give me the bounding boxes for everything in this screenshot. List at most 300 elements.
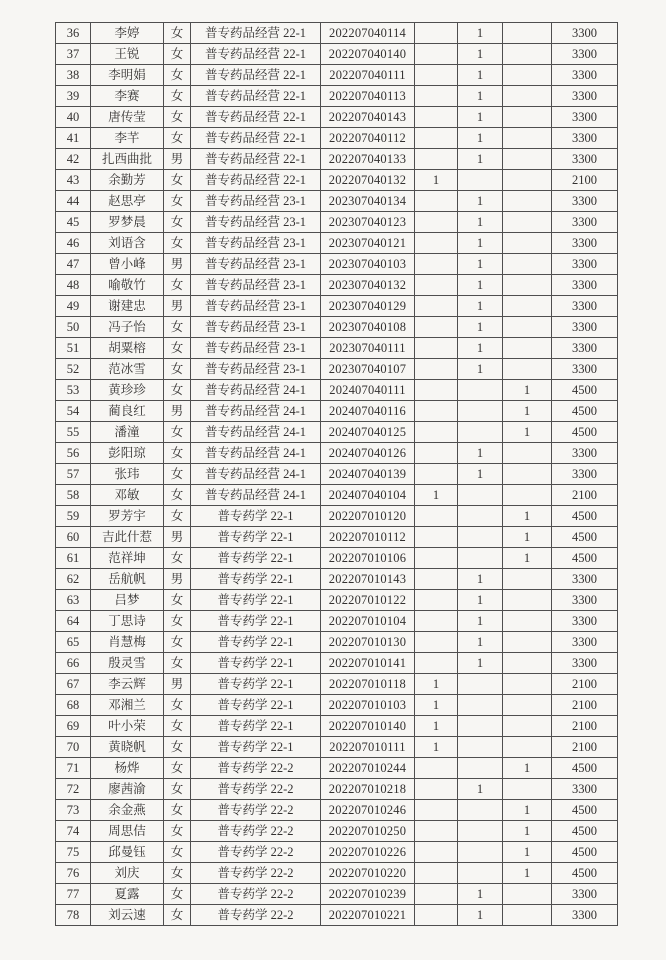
cell-student-id: 202307040132: [321, 275, 415, 296]
cell-grant-2100: [415, 506, 458, 527]
cell-row-number: 75: [56, 842, 91, 863]
table-row: [56, 737, 618, 758]
table-row: [56, 380, 618, 401]
cell-class-name: 普专药学 22-1: [191, 506, 321, 527]
cell-grant-3300: 1: [458, 779, 503, 800]
cell-grant-4500: 1: [503, 800, 552, 821]
cell-grant-3300: [458, 506, 503, 527]
cell-grant-4500: [503, 716, 552, 737]
cell-gender: 女: [164, 359, 191, 380]
cell-grant-2100: [415, 65, 458, 86]
cell-student-id: 202207010111: [321, 737, 415, 758]
cell-student-name: 余勤芳: [91, 170, 164, 191]
cell-student-id: 202207010141: [321, 653, 415, 674]
cell-class-name: 普专药学 22-1: [191, 632, 321, 653]
cell-student-id: 202207010239: [321, 884, 415, 905]
cell-class-name: 普专药学 22-2: [191, 800, 321, 821]
cell-amount: 3300: [552, 338, 618, 359]
cell-student-name: 张玮: [91, 464, 164, 485]
cell-student-id: 202207010104: [321, 611, 415, 632]
cell-gender: 女: [164, 464, 191, 485]
cell-grant-2100: [415, 611, 458, 632]
cell-class-name: 普专药学 22-1: [191, 590, 321, 611]
cell-student-id: 202407040125: [321, 422, 415, 443]
cell-student-name: 刘云速: [91, 905, 164, 926]
table-row: [56, 905, 618, 926]
cell-gender: 女: [164, 653, 191, 674]
table-row: [56, 275, 618, 296]
cell-grant-3300: 1: [458, 296, 503, 317]
table-row: [56, 212, 618, 233]
cell-grant-3300: 1: [458, 86, 503, 107]
cell-amount: 3300: [552, 632, 618, 653]
table-row: [56, 527, 618, 548]
cell-grant-3300: [458, 485, 503, 506]
cell-grant-2100: [415, 401, 458, 422]
cell-grant-3300: 1: [458, 149, 503, 170]
cell-grant-4500: [503, 233, 552, 254]
cell-row-number: 39: [56, 86, 91, 107]
cell-row-number: 48: [56, 275, 91, 296]
cell-class-name: 普专药品经营 23-1: [191, 338, 321, 359]
cell-amount: 2100: [552, 170, 618, 191]
cell-student-name: 扎西曲批: [91, 149, 164, 170]
cell-student-name: 邓湘兰: [91, 695, 164, 716]
cell-gender: 女: [164, 65, 191, 86]
cell-gender: 女: [164, 170, 191, 191]
cell-amount: 4500: [552, 842, 618, 863]
cell-amount: 4500: [552, 506, 618, 527]
cell-grant-4500: [503, 443, 552, 464]
cell-gender: 女: [164, 191, 191, 212]
cell-class-name: 普专药品经营 24-1: [191, 485, 321, 506]
cell-amount: 3300: [552, 464, 618, 485]
cell-grant-2100: 1: [415, 485, 458, 506]
cell-class-name: 普专药品经营 23-1: [191, 191, 321, 212]
cell-student-name: 廖茜渝: [91, 779, 164, 800]
cell-grant-2100: [415, 800, 458, 821]
cell-amount: 4500: [552, 800, 618, 821]
cell-student-id: 202207040140: [321, 44, 415, 65]
cell-gender: 男: [164, 296, 191, 317]
cell-grant-4500: [503, 317, 552, 338]
cell-student-name: 冯子怡: [91, 317, 164, 338]
cell-grant-3300: 1: [458, 23, 503, 44]
cell-grant-4500: [503, 569, 552, 590]
cell-gender: 女: [164, 716, 191, 737]
cell-amount: 4500: [552, 527, 618, 548]
cell-gender: 女: [164, 821, 191, 842]
cell-student-id: 202407040111: [321, 380, 415, 401]
cell-amount: 3300: [552, 296, 618, 317]
cell-grant-4500: 1: [503, 401, 552, 422]
cell-amount: 3300: [552, 590, 618, 611]
cell-grant-3300: [458, 842, 503, 863]
cell-gender: 女: [164, 44, 191, 65]
cell-student-name: 赵思亭: [91, 191, 164, 212]
cell-gender: 女: [164, 128, 191, 149]
cell-row-number: 47: [56, 254, 91, 275]
table-row: [56, 191, 618, 212]
cell-student-id: 202207010112: [321, 527, 415, 548]
cell-student-name: 岳航帆: [91, 569, 164, 590]
cell-student-name: 曾小峰: [91, 254, 164, 275]
cell-class-name: 普专药品经营 23-1: [191, 233, 321, 254]
cell-grant-2100: [415, 359, 458, 380]
cell-gender: 女: [164, 632, 191, 653]
cell-amount: 3300: [552, 653, 618, 674]
table-row: [56, 548, 618, 569]
cell-student-name: 周思佶: [91, 821, 164, 842]
cell-grant-4500: [503, 590, 552, 611]
cell-grant-2100: 1: [415, 674, 458, 695]
cell-student-name: 彭阳琼: [91, 443, 164, 464]
cell-grant-4500: [503, 674, 552, 695]
cell-grant-4500: [503, 275, 552, 296]
cell-student-id: 202307040123: [321, 212, 415, 233]
cell-student-id: 202207010246: [321, 800, 415, 821]
cell-gender: 女: [164, 863, 191, 884]
cell-amount: 4500: [552, 863, 618, 884]
cell-student-id: 202207010122: [321, 590, 415, 611]
cell-grant-4500: 1: [503, 758, 552, 779]
cell-amount: 3300: [552, 233, 618, 254]
cell-class-name: 普专药品经营 22-1: [191, 44, 321, 65]
cell-row-number: 37: [56, 44, 91, 65]
cell-grant-2100: [415, 821, 458, 842]
cell-row-number: 57: [56, 464, 91, 485]
cell-student-id: 202207010244: [321, 758, 415, 779]
cell-row-number: 67: [56, 674, 91, 695]
table-row: [56, 464, 618, 485]
cell-row-number: 36: [56, 23, 91, 44]
cell-amount: 3300: [552, 611, 618, 632]
cell-student-id: 202207010106: [321, 548, 415, 569]
cell-class-name: 普专药品经营 23-1: [191, 275, 321, 296]
cell-student-name: 李云辉: [91, 674, 164, 695]
cell-student-name: 黄珍珍: [91, 380, 164, 401]
cell-row-number: 64: [56, 611, 91, 632]
cell-gender: 男: [164, 254, 191, 275]
cell-grant-2100: [415, 863, 458, 884]
cell-grant-2100: [415, 149, 458, 170]
cell-grant-4500: 1: [503, 422, 552, 443]
cell-grant-3300: [458, 716, 503, 737]
cell-row-number: 51: [56, 338, 91, 359]
cell-grant-4500: 1: [503, 821, 552, 842]
cell-class-name: 普专药学 22-1: [191, 653, 321, 674]
cell-grant-3300: 1: [458, 905, 503, 926]
table-row: [56, 695, 618, 716]
table-row: [56, 863, 618, 884]
cell-student-name: 王锐: [91, 44, 164, 65]
cell-student-name: 李赛: [91, 86, 164, 107]
cell-class-name: 普专药品经营 23-1: [191, 212, 321, 233]
cell-row-number: 42: [56, 149, 91, 170]
cell-amount: 2100: [552, 485, 618, 506]
cell-grant-3300: 1: [458, 464, 503, 485]
cell-grant-4500: 1: [503, 506, 552, 527]
cell-grant-2100: [415, 548, 458, 569]
cell-class-name: 普专药学 22-2: [191, 884, 321, 905]
cell-class-name: 普专药品经营 23-1: [191, 317, 321, 338]
cell-grant-2100: [415, 23, 458, 44]
cell-grant-4500: [503, 128, 552, 149]
cell-gender: 男: [164, 149, 191, 170]
cell-grant-4500: [503, 254, 552, 275]
cell-class-name: 普专药品经营 22-1: [191, 65, 321, 86]
table-row: [56, 506, 618, 527]
cell-gender: 男: [164, 527, 191, 548]
cell-grant-3300: 1: [458, 233, 503, 254]
cell-student-id: 202207010143: [321, 569, 415, 590]
cell-class-name: 普专药学 22-1: [191, 569, 321, 590]
cell-grant-4500: [503, 191, 552, 212]
cell-student-id: 202307040129: [321, 296, 415, 317]
cell-student-name: 刘庆: [91, 863, 164, 884]
table-row: [56, 401, 618, 422]
cell-class-name: 普专药学 22-2: [191, 905, 321, 926]
cell-amount: 2100: [552, 716, 618, 737]
table-row: [56, 632, 618, 653]
cell-grant-4500: [503, 884, 552, 905]
cell-amount: 2100: [552, 674, 618, 695]
cell-student-id: 202207040113: [321, 86, 415, 107]
cell-grant-3300: 1: [458, 254, 503, 275]
cell-grant-3300: [458, 170, 503, 191]
cell-grant-2100: [415, 86, 458, 107]
table-row: [56, 107, 618, 128]
cell-grant-2100: [415, 212, 458, 233]
cell-student-name: 肖慧梅: [91, 632, 164, 653]
cell-gender: 女: [164, 695, 191, 716]
cell-grant-3300: [458, 695, 503, 716]
cell-gender: 女: [164, 317, 191, 338]
cell-amount: 3300: [552, 905, 618, 926]
cell-gender: 女: [164, 422, 191, 443]
cell-gender: 女: [164, 338, 191, 359]
cell-grant-3300: 1: [458, 359, 503, 380]
cell-row-number: 76: [56, 863, 91, 884]
cell-class-name: 普专药品经营 22-1: [191, 23, 321, 44]
cell-grant-3300: 1: [458, 653, 503, 674]
cell-student-id: 202207040132: [321, 170, 415, 191]
cell-amount: 3300: [552, 569, 618, 590]
cell-grant-2100: [415, 527, 458, 548]
cell-student-name: 谢建忠: [91, 296, 164, 317]
cell-grant-3300: [458, 674, 503, 695]
table-row: [56, 422, 618, 443]
table-row: [56, 485, 618, 506]
cell-row-number: 61: [56, 548, 91, 569]
cell-class-name: 普专药学 22-1: [191, 548, 321, 569]
table-row: [56, 44, 618, 65]
cell-grant-3300: 1: [458, 338, 503, 359]
cell-amount: 3300: [552, 443, 618, 464]
cell-grant-2100: [415, 44, 458, 65]
cell-gender: 女: [164, 107, 191, 128]
cell-student-id: 202207010130: [321, 632, 415, 653]
cell-amount: 3300: [552, 191, 618, 212]
cell-student-name: 范冰雪: [91, 359, 164, 380]
cell-grant-3300: [458, 758, 503, 779]
cell-student-id: 202307040121: [321, 233, 415, 254]
cell-class-name: 普专药品经营 22-1: [191, 107, 321, 128]
table-row: [56, 611, 618, 632]
cell-amount: 4500: [552, 758, 618, 779]
table-row: [56, 779, 618, 800]
cell-amount: 4500: [552, 548, 618, 569]
cell-class-name: 普专药学 22-2: [191, 821, 321, 842]
cell-student-id: 202407040116: [321, 401, 415, 422]
table-row: [56, 716, 618, 737]
cell-grant-4500: [503, 737, 552, 758]
table-row: [56, 674, 618, 695]
cell-grant-3300: [458, 737, 503, 758]
cell-grant-3300: 1: [458, 632, 503, 653]
cell-grant-4500: 1: [503, 548, 552, 569]
cell-grant-4500: [503, 23, 552, 44]
table-row: [56, 233, 618, 254]
cell-row-number: 69: [56, 716, 91, 737]
cell-row-number: 72: [56, 779, 91, 800]
cell-student-id: 202207010221: [321, 905, 415, 926]
cell-class-name: 普专药品经营 24-1: [191, 380, 321, 401]
cell-grant-2100: 1: [415, 737, 458, 758]
cell-grant-4500: [503, 695, 552, 716]
cell-grant-2100: [415, 653, 458, 674]
cell-grant-2100: [415, 569, 458, 590]
cell-class-name: 普专药品经营 22-1: [191, 149, 321, 170]
cell-row-number: 53: [56, 380, 91, 401]
cell-amount: 3300: [552, 128, 618, 149]
table-row: [56, 128, 618, 149]
cell-row-number: 52: [56, 359, 91, 380]
cell-gender: 女: [164, 380, 191, 401]
cell-student-name: 吉此什惹: [91, 527, 164, 548]
cell-class-name: 普专药品经营 24-1: [191, 422, 321, 443]
cell-grant-4500: [503, 485, 552, 506]
table-row: [56, 170, 618, 191]
table-row: [56, 149, 618, 170]
cell-grant-2100: [415, 464, 458, 485]
cell-amount: 3300: [552, 779, 618, 800]
cell-student-id: 202407040104: [321, 485, 415, 506]
cell-row-number: 40: [56, 107, 91, 128]
cell-row-number: 46: [56, 233, 91, 254]
cell-grant-3300: [458, 800, 503, 821]
cell-student-name: 余金燕: [91, 800, 164, 821]
cell-amount: 4500: [552, 380, 618, 401]
cell-grant-2100: [415, 842, 458, 863]
cell-grant-4500: [503, 464, 552, 485]
cell-grant-2100: [415, 296, 458, 317]
table-row: [56, 359, 618, 380]
cell-student-id: 202207010103: [321, 695, 415, 716]
cell-student-id: 202207010118: [321, 674, 415, 695]
cell-student-id: 202207040112: [321, 128, 415, 149]
cell-row-number: 65: [56, 632, 91, 653]
cell-grant-3300: [458, 422, 503, 443]
cell-class-name: 普专药学 22-2: [191, 863, 321, 884]
cell-row-number: 41: [56, 128, 91, 149]
table-row: [56, 758, 618, 779]
cell-grant-4500: [503, 86, 552, 107]
cell-grant-2100: [415, 590, 458, 611]
cell-grant-2100: [415, 779, 458, 800]
cell-student-name: 胡粟榕: [91, 338, 164, 359]
cell-grant-3300: 1: [458, 191, 503, 212]
cell-grant-3300: 1: [458, 590, 503, 611]
table-row: [56, 338, 618, 359]
cell-amount: 3300: [552, 23, 618, 44]
cell-student-name: 喻敬竹: [91, 275, 164, 296]
cell-class-name: 普专药学 22-1: [191, 737, 321, 758]
cell-gender: 女: [164, 884, 191, 905]
cell-student-name: 丁思诗: [91, 611, 164, 632]
cell-student-id: 202207010120: [321, 506, 415, 527]
cell-gender: 女: [164, 590, 191, 611]
cell-class-name: 普专药品经营 24-1: [191, 464, 321, 485]
cell-student-id: 202307040134: [321, 191, 415, 212]
cell-student-id: 202207040133: [321, 149, 415, 170]
cell-grant-2100: 1: [415, 716, 458, 737]
cell-student-id: 202407040139: [321, 464, 415, 485]
cell-grant-4500: [503, 632, 552, 653]
cell-row-number: 56: [56, 443, 91, 464]
cell-gender: 男: [164, 674, 191, 695]
cell-amount: 2100: [552, 695, 618, 716]
cell-class-name: 普专药品经营 22-1: [191, 128, 321, 149]
cell-row-number: 58: [56, 485, 91, 506]
cell-amount: 2100: [552, 737, 618, 758]
cell-grant-2100: [415, 443, 458, 464]
cell-grant-3300: [458, 548, 503, 569]
cell-gender: 女: [164, 800, 191, 821]
cell-grant-4500: [503, 44, 552, 65]
cell-amount: 3300: [552, 359, 618, 380]
cell-grant-4500: 1: [503, 863, 552, 884]
cell-grant-2100: [415, 758, 458, 779]
cell-amount: 3300: [552, 86, 618, 107]
cell-gender: 女: [164, 737, 191, 758]
cell-grant-4500: [503, 653, 552, 674]
cell-gender: 女: [164, 506, 191, 527]
cell-student-id: 202207010250: [321, 821, 415, 842]
cell-student-name: 邓敏: [91, 485, 164, 506]
cell-grant-3300: 1: [458, 212, 503, 233]
cell-amount: 4500: [552, 821, 618, 842]
cell-amount: 3300: [552, 317, 618, 338]
cell-grant-3300: [458, 380, 503, 401]
cell-row-number: 45: [56, 212, 91, 233]
cell-amount: 3300: [552, 107, 618, 128]
cell-student-name: 范祥坤: [91, 548, 164, 569]
cell-student-name: 蔺良红: [91, 401, 164, 422]
cell-amount: 3300: [552, 65, 618, 86]
cell-amount: 4500: [552, 422, 618, 443]
cell-grant-2100: [415, 317, 458, 338]
cell-student-id: 202207010226: [321, 842, 415, 863]
cell-student-id: 202207010140: [321, 716, 415, 737]
cell-row-number: 50: [56, 317, 91, 338]
cell-grant-3300: 1: [458, 569, 503, 590]
cell-class-name: 普专药品经营 22-1: [191, 86, 321, 107]
cell-gender: 女: [164, 233, 191, 254]
cell-student-name: 夏露: [91, 884, 164, 905]
cell-row-number: 55: [56, 422, 91, 443]
cell-grant-4500: [503, 779, 552, 800]
